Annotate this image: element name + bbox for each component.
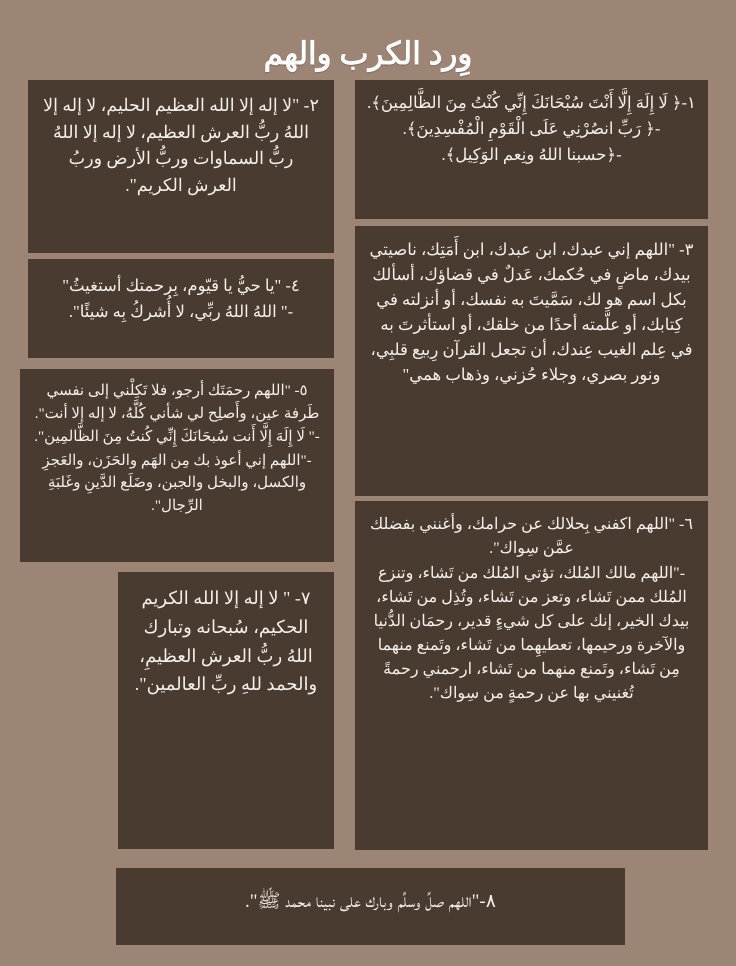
dua-card-4 xyxy=(28,259,334,358)
dua-line: -﴿ رَبِّ انصُرْنِي عَلَى الْقَوْمِ الْمُفْسِدِينَ﴾. xyxy=(402,119,661,139)
dua-line: ٨-"اللهم صلِّ وسلِّم وبارك على نبينا محمد ﷺ". xyxy=(245,891,496,912)
dua-line: ٤- "يا حيُّ يا قيّوم، بِرحمتك أستغيثُ" xyxy=(62,276,300,295)
dua-line: ٥- "اللهم رحمَتَك أرجو، فلا تَكِلْني إلى نفسي طَرفة عين، وأَصلِح لي شأني كُلَّهُ، لا إله إلا أنت". xyxy=(34,383,320,422)
dua-card-5 xyxy=(20,369,334,562)
dua-line: ١-﴿ لَا إِلَهَ إِلَّا أَنْتَ سُبْحَانَكَ إِنِّي كُنْتُ مِنَ الظَّالِمِينَ﴾. xyxy=(367,93,696,112)
dua-card-8 xyxy=(116,868,625,945)
dua-line: ٣- "اللهم إني عبدك، ابن عبدك، ابن أَمَتِك، ناصيتي بيدك، ماضٍ في حُكمك، عَدلٌ في قضاؤك، أسألك بكل اسم هو لك، سَمَّيتَ به نفسك، أو أنزلته في كِتابك، أو علَّمته أحدًا من خلقك، أو استأثرتَ به في عِلم الغيب عِندك، أن تجعل القرآن رِبيع قلبِي، ونور بصري، وجلاء حُزني، وذهاب همي" xyxy=(369,240,694,385)
dua-line: ٦- "اللهم اكفني بِحلالك عن حرامك، وأغنني بفضلك عمَّن سِواك". xyxy=(370,516,693,557)
dua-card-1 xyxy=(355,80,708,219)
dua-line: ٧- " لا إله إلا الله الكريم الحكيم، سُبحانه وتبارك اللهُ ربُّ العرش العظيمِ، والحمد للهِ ربِّ العالمين". xyxy=(134,588,318,695)
dua-card-3 xyxy=(355,226,708,496)
dua-line: -"اللهم مالك المُلك، تؤتي المُلك من تَشاء، وتنزع المُلك ممن تَشاء، وتعز من تَشاء، وتُذِل من تَشاء، بيدك الخير، إنك على كل شيءٍ قدير، رحمَان الدُّنيا والآخرة ورحيمها، تعطيهِما من تَشاء، وتَمنع منهما مِن تَشاء، وتَمنع منهما من تَشاء، ارحمني رحمةً تُغنيني بها عن رحمةٍ من سِواك". xyxy=(373,565,690,702)
page-title: وِرد الكرب والهم xyxy=(263,35,473,71)
dua-card-7 xyxy=(118,572,334,849)
dua-line: -" اللهُ اللهُ ربِّي، لا أُشركُ بِه شيئًا". xyxy=(68,302,294,322)
dua-line: ٢- "لا إله إلا الله العظيم الحليم، لا إله إلا اللهُ ربُّ العرش العظيم، لا إله إلا اللهُ ربُّ السماوات وربُّ الأرض وربُ العرش الكريم". xyxy=(43,95,319,195)
dua-line: -" لَا إِلَهَ إِلَّا أَنت سُبحَانَكَ إِنِّي كُنتُ مِنَ الظَّالمِين". xyxy=(34,429,320,445)
dua-card-6 xyxy=(355,501,708,850)
dua-line: -"اللهم إني أعوذ بك مِن الهَم والحَزَن، والعَجزِ والكسل، والبخل والجبن، وضَلَع الدَّينِ وغَلبَةِ الرِّجال". xyxy=(42,452,312,514)
dua-card-2 xyxy=(28,80,334,253)
dua-line: -﴿حسبنا اللهُ ونِعم الوَكِيل﴾. xyxy=(441,145,622,165)
